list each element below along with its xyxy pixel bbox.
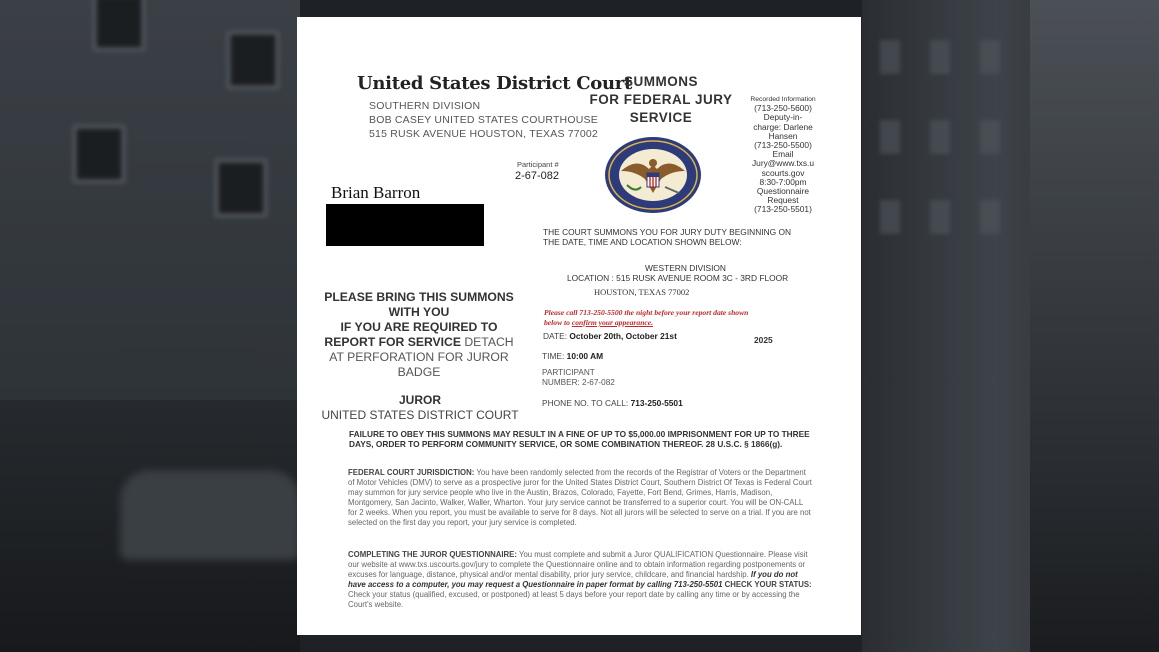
redaction-box — [326, 204, 484, 246]
date-label: DATE: — [543, 331, 568, 341]
questionnaire-text: You must complete and submit a Juror QUALIFICATION Questionnaire. Please visit our website at www.txs.uscourts.gov/jury to complete the Questionnaire online and to obtain information regarding postponements or excuses for language, distance, physical and/or mental disability, prior jury service, childcare, and financial hardship. — [348, 550, 808, 579]
email-address: Jury@www.txs.u — [751, 158, 815, 169]
status-text: Check your status (qualified, excused, or postponed) at least 5 days before your report date by calling any time or by accessing the Court's website. — [348, 590, 800, 609]
participant-number: 2-67-082 — [515, 170, 560, 182]
deputy-name: Hansen — [768, 130, 798, 141]
questionnaire-label: Questionnaire — [756, 186, 810, 197]
jurisdiction-heading: FEDERAL COURT JURISDICTION: — [348, 468, 475, 477]
court-seal-icon — [601, 135, 705, 215]
background-window — [930, 40, 950, 74]
time-label: TIME: — [542, 351, 565, 361]
background-window — [930, 120, 950, 154]
bring-notice-line: DETACH — [460, 335, 514, 349]
deputy-phone: (713-250-5500) — [754, 140, 812, 151]
email-address: scourts.gov — [761, 167, 805, 178]
jurisdiction-text: You have been randomly selected from the records of the Registrar of Voters or the Department of Motor Vehicles (DMV) to serve as a prospective juror for the United States District Court, Southern District Of Texas is Federal Court may summon for jury service people who live in the Austin, Brazos, Colorado, Fayette, Fort Bend, Grimes, Harris, Madison, Montgomery, San Jacinto, Walker, Waller, Wharton. Your jury service cannot be transferred to a superior court. You will be ON-CALL for 2 weeks. When you report, you must be available to serve for 8 days. Not all jurors will be selected to serve on a trial. If you are not selected on the first day you report, your jury service is completed. — [348, 468, 812, 527]
email-label: Email — [772, 149, 794, 160]
recorded-info-phone: (713-250-5600) — [754, 103, 812, 114]
phone-value: 713-250-5501 — [630, 398, 683, 408]
background-window — [980, 40, 1000, 74]
court-division: SOUTHERN DIVISION — [369, 100, 481, 112]
location-city: HOUSTON, TEXAS 77002 — [594, 287, 690, 297]
summons-title-line: FOR FEDERAL JURY — [589, 92, 733, 107]
bring-notice-line: WITH YOU — [388, 305, 450, 319]
participant-block-label: PARTICIPANT — [542, 368, 595, 377]
status-heading: CHECK YOUR STATUS: — [722, 580, 812, 589]
background-light — [1030, 0, 1159, 652]
date-value: October 20th, October 21st — [569, 331, 677, 341]
questionnaire-heading: COMPLETING THE JUROR QUESTIONNAIRE: — [348, 550, 517, 559]
report-date — [543, 331, 677, 341]
background-window — [930, 200, 950, 234]
time-value: 10:00 AM — [566, 351, 604, 361]
summons-title — [587, 73, 735, 127]
background-car — [120, 470, 300, 560]
juror-badge-block — [317, 393, 523, 423]
recipient-name: Brian Barron — [331, 183, 421, 202]
questionnaire-phone: (713-250-5501) — [754, 204, 812, 215]
report-time — [542, 351, 603, 361]
participant-block — [542, 368, 615, 388]
jurisdiction-paragraph — [348, 468, 814, 528]
background-window — [92, 0, 146, 52]
background-window — [72, 124, 126, 184]
juror-court: UNITED STATES DISTRICT COURT — [321, 408, 519, 422]
bring-notice-line: REPORT FOR SERVICE — [324, 335, 461, 349]
failure-to-obey-notice: FAILURE TO OBEY THIS SUMMONS MAY RESULT IN A FINE OF UP TO $5,000.00 IMPRISONMENT FOR UP TO THREE DAYS, ORDER TO PERFORM COMMUNITY SERVICE, OR SOME COMBINATION THEREOF. 28 U.S.C. § 1866(g). — [349, 429, 810, 450]
bring-notice-line: BADGE — [397, 365, 441, 379]
participant-label: Participant # — [517, 160, 559, 169]
background-window — [880, 40, 900, 74]
office-hours: 8:30-7:00pm — [759, 176, 807, 187]
jury-summons-document — [297, 17, 861, 635]
court-contact-info — [743, 95, 823, 215]
bring-summons-notice — [317, 290, 521, 380]
background-window — [880, 200, 900, 234]
call-notice-text: Please call 713-250-5500 the night before your report date shown below to — [544, 308, 749, 327]
summons-title-line: SUMMONS — [624, 74, 698, 89]
report-year: 2025 — [754, 335, 773, 345]
court-summons-text: THE COURT SUMMONS YOU FOR JURY DUTY BEGINNING ON THE DATE, TIME AND LOCATION SHOWN BELOW: — [543, 227, 792, 247]
phone-to-call — [542, 398, 683, 408]
courthouse-name: BOB CASEY UNITED STATES COURTHOUSE — [369, 114, 598, 126]
summons-title-line: SERVICE — [629, 110, 693, 125]
background-window — [980, 200, 1000, 234]
location-division: WESTERN DIVISION — [645, 263, 726, 273]
bring-notice-line: AT PERFORATION FOR JUROR — [329, 350, 509, 364]
questionnaire-paragraph — [348, 550, 814, 610]
confirm-appearance-text: confirm your appearance. — [571, 318, 654, 327]
bring-notice-line: PLEASE BRING THIS SUMMONS — [324, 290, 514, 304]
call-notice — [544, 308, 764, 328]
phone-label: PHONE NO. TO CALL: — [542, 398, 629, 408]
questionnaire-paper-text: If you do not have access to a computer, you may request a Questionnaire in paper format by calling 713-250-5501 — [348, 570, 798, 589]
deputy-label: charge: Darlene — [753, 121, 813, 132]
bring-notice-line: IF YOU ARE REQUIRED TO — [340, 320, 498, 334]
juror-label: JUROR — [398, 393, 441, 407]
background-window — [980, 120, 1000, 154]
background-window — [880, 120, 900, 154]
courthouse-address: 515 RUSK AVENUE HOUSTON, TEXAS 77002 — [369, 128, 598, 140]
location-address: LOCATION : 515 RUSK AVENUE ROOM 3C - 3RD FLOOR — [567, 273, 789, 283]
court-name: United States District Court — [357, 73, 632, 94]
recorded-info-label: Recorded Information — [750, 96, 816, 103]
background-window — [214, 158, 268, 218]
questionnaire-label: Request — [767, 195, 799, 206]
participant-block-number: NUMBER: 2-67-082 — [542, 378, 615, 387]
deputy-label: Deputy-in- — [763, 112, 803, 123]
background-window — [226, 30, 280, 90]
